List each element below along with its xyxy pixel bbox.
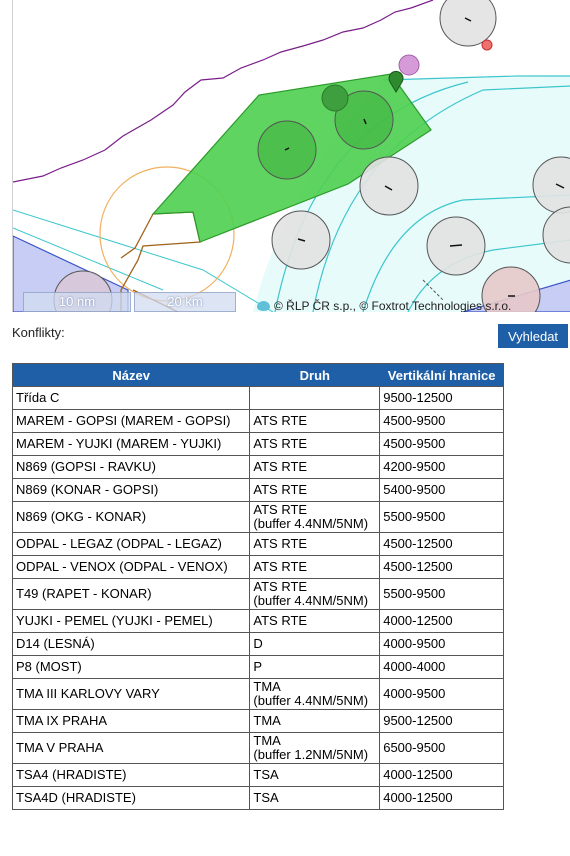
cell-vertical: 6500-9500	[380, 733, 504, 764]
map-canvas	[13, 0, 570, 312]
cell-name: P8 (MOST)	[13, 656, 250, 679]
table-row[interactable]	[13, 456, 504, 479]
cell-type-line: (buffer 4.4NM/5NM)	[253, 593, 369, 608]
cell-type	[250, 764, 380, 787]
cell-type	[250, 456, 380, 479]
table-row[interactable]	[13, 387, 504, 410]
cell-type-line: (buffer 4.4NM/5NM)	[253, 516, 369, 531]
cell-type-line: TSA	[253, 790, 279, 805]
area-circle[interactable]	[482, 40, 492, 50]
area-circle[interactable]	[322, 85, 348, 111]
cell-name: TMA V PRAHA	[13, 733, 250, 764]
table-row[interactable]	[13, 579, 504, 610]
table-row[interactable]	[13, 502, 504, 533]
cell-name: T49 (RAPET - KONAR)	[13, 579, 250, 610]
table-row[interactable]	[13, 410, 504, 433]
cell-name: Třída C	[13, 387, 250, 410]
cell-type	[250, 387, 380, 410]
attribution-text: © ŘLP ČR s.p., © Foxtrot Technologies s.r.o.	[274, 299, 512, 312]
cell-type	[250, 733, 380, 764]
cell-name: YUJKI - PEMEL (YUJKI - PEMEL)	[13, 610, 250, 633]
cell-vertical: 4000-12500	[380, 764, 504, 787]
cell-type	[250, 502, 380, 533]
scale-bar-km: 20 km	[134, 292, 236, 312]
route-line-2	[121, 214, 153, 258]
table-row[interactable]	[13, 764, 504, 787]
cell-type-line: (buffer 1.2NM/5NM)	[253, 747, 369, 762]
cell-vertical: 9500-12500	[380, 710, 504, 733]
table-header-row	[13, 364, 504, 387]
map-view[interactable]	[12, 0, 570, 312]
table-row[interactable]	[13, 533, 504, 556]
cell-vertical: 4500-12500	[380, 533, 504, 556]
table-row[interactable]	[13, 710, 504, 733]
area-circle[interactable]	[440, 0, 496, 46]
cell-type-line: D	[253, 636, 263, 651]
cell-type-line: TMA	[253, 733, 281, 748]
table-row[interactable]	[13, 656, 504, 679]
table-row[interactable]	[13, 733, 504, 764]
map-logo-icon	[257, 301, 270, 311]
cell-type-line: TMA	[253, 713, 281, 728]
cell-name: TSA4D (HRADISTE)	[13, 787, 250, 810]
cell-type	[250, 633, 380, 656]
cell-type	[250, 479, 380, 502]
cell-vertical: 4500-12500	[380, 556, 504, 579]
conflicts-table	[12, 363, 504, 810]
cell-type	[250, 679, 380, 710]
cell-type	[250, 410, 380, 433]
cell-name: MAREM - GOPSI (MAREM - GOPSI)	[13, 410, 250, 433]
cell-name: N869 (KONAR - GOPSI)	[13, 479, 250, 502]
cell-name: ODPAL - VENOX (ODPAL - VENOX)	[13, 556, 250, 579]
cell-vertical: 4000-9500	[380, 633, 504, 656]
cell-type-line: P	[253, 659, 263, 674]
cell-name: D14 (LESNÁ)	[13, 633, 250, 656]
cell-type-line: (buffer 4.4NM/5NM)	[253, 693, 369, 708]
cell-type	[250, 579, 380, 610]
cell-type-line: ATS RTE	[253, 436, 308, 451]
cell-vertical: 4000-12500	[380, 787, 504, 810]
cell-type	[250, 710, 380, 733]
column-header-name[interactable]: Název	[13, 364, 250, 387]
cell-name: N869 (GOPSI - RAVKU)	[13, 456, 250, 479]
cell-name: TMA III KARLOVY VARY	[13, 679, 250, 710]
area-circle[interactable]	[360, 157, 418, 215]
table-row[interactable]	[13, 479, 504, 502]
cell-type	[250, 556, 380, 579]
cell-type-line: ATS RTE	[253, 559, 308, 574]
cell-name: TSA4 (HRADISTE)	[13, 764, 250, 787]
cell-type	[250, 533, 380, 556]
cell-type-line: ATS RTE	[253, 536, 308, 551]
cell-type-line: ATS RTE	[253, 502, 308, 517]
cell-name: N869 (OKG - KONAR)	[13, 502, 250, 533]
cell-vertical: 4000-9500	[380, 679, 504, 710]
table-body	[13, 387, 504, 810]
cell-type-line: TMA	[253, 679, 281, 694]
cell-vertical: 5500-9500	[380, 502, 504, 533]
table-row[interactable]	[13, 610, 504, 633]
cell-vertical: 9500-12500	[380, 387, 504, 410]
cell-type-line: ATS RTE	[253, 459, 308, 474]
table-row[interactable]	[13, 633, 504, 656]
cell-type-line: ATS RTE	[253, 613, 308, 628]
area-circle[interactable]	[399, 55, 419, 75]
column-header-type[interactable]: Druh	[250, 364, 380, 387]
area-circle[interactable]	[258, 121, 316, 179]
cell-vertical: 5500-9500	[380, 579, 504, 610]
cell-type	[250, 433, 380, 456]
column-header-vertical[interactable]: Vertikální hranice	[380, 364, 504, 387]
cell-vertical: 4000-4000	[380, 656, 504, 679]
conflicts-label: Konflikty:	[12, 325, 65, 340]
map-attribution	[257, 299, 511, 312]
search-button[interactable]: Vyhledat	[498, 324, 568, 348]
scale-bar-nm: 10 nm	[23, 292, 131, 312]
table-row[interactable]	[13, 433, 504, 456]
cell-type	[250, 787, 380, 810]
cell-name: MAREM - YUJKI (MAREM - YUJKI)	[13, 433, 250, 456]
cell-type-line: TSA	[253, 767, 279, 782]
cell-name: TMA IX PRAHA	[13, 710, 250, 733]
cell-vertical: 4200-9500	[380, 456, 504, 479]
table-row[interactable]	[13, 787, 504, 810]
table-row[interactable]	[13, 556, 504, 579]
table-row[interactable]	[13, 679, 504, 710]
cell-name: ODPAL - LEGAZ (ODPAL - LEGAZ)	[13, 533, 250, 556]
cell-type-line: ATS RTE	[253, 482, 308, 497]
cell-type-line: ATS RTE	[253, 579, 308, 594]
cell-type-line: ATS RTE	[253, 413, 308, 428]
cell-vertical: 4000-12500	[380, 610, 504, 633]
cell-vertical: 4500-9500	[380, 433, 504, 456]
cell-vertical: 5400-9500	[380, 479, 504, 502]
cell-type	[250, 610, 380, 633]
cell-type	[250, 656, 380, 679]
cell-vertical: 4500-9500	[380, 410, 504, 433]
